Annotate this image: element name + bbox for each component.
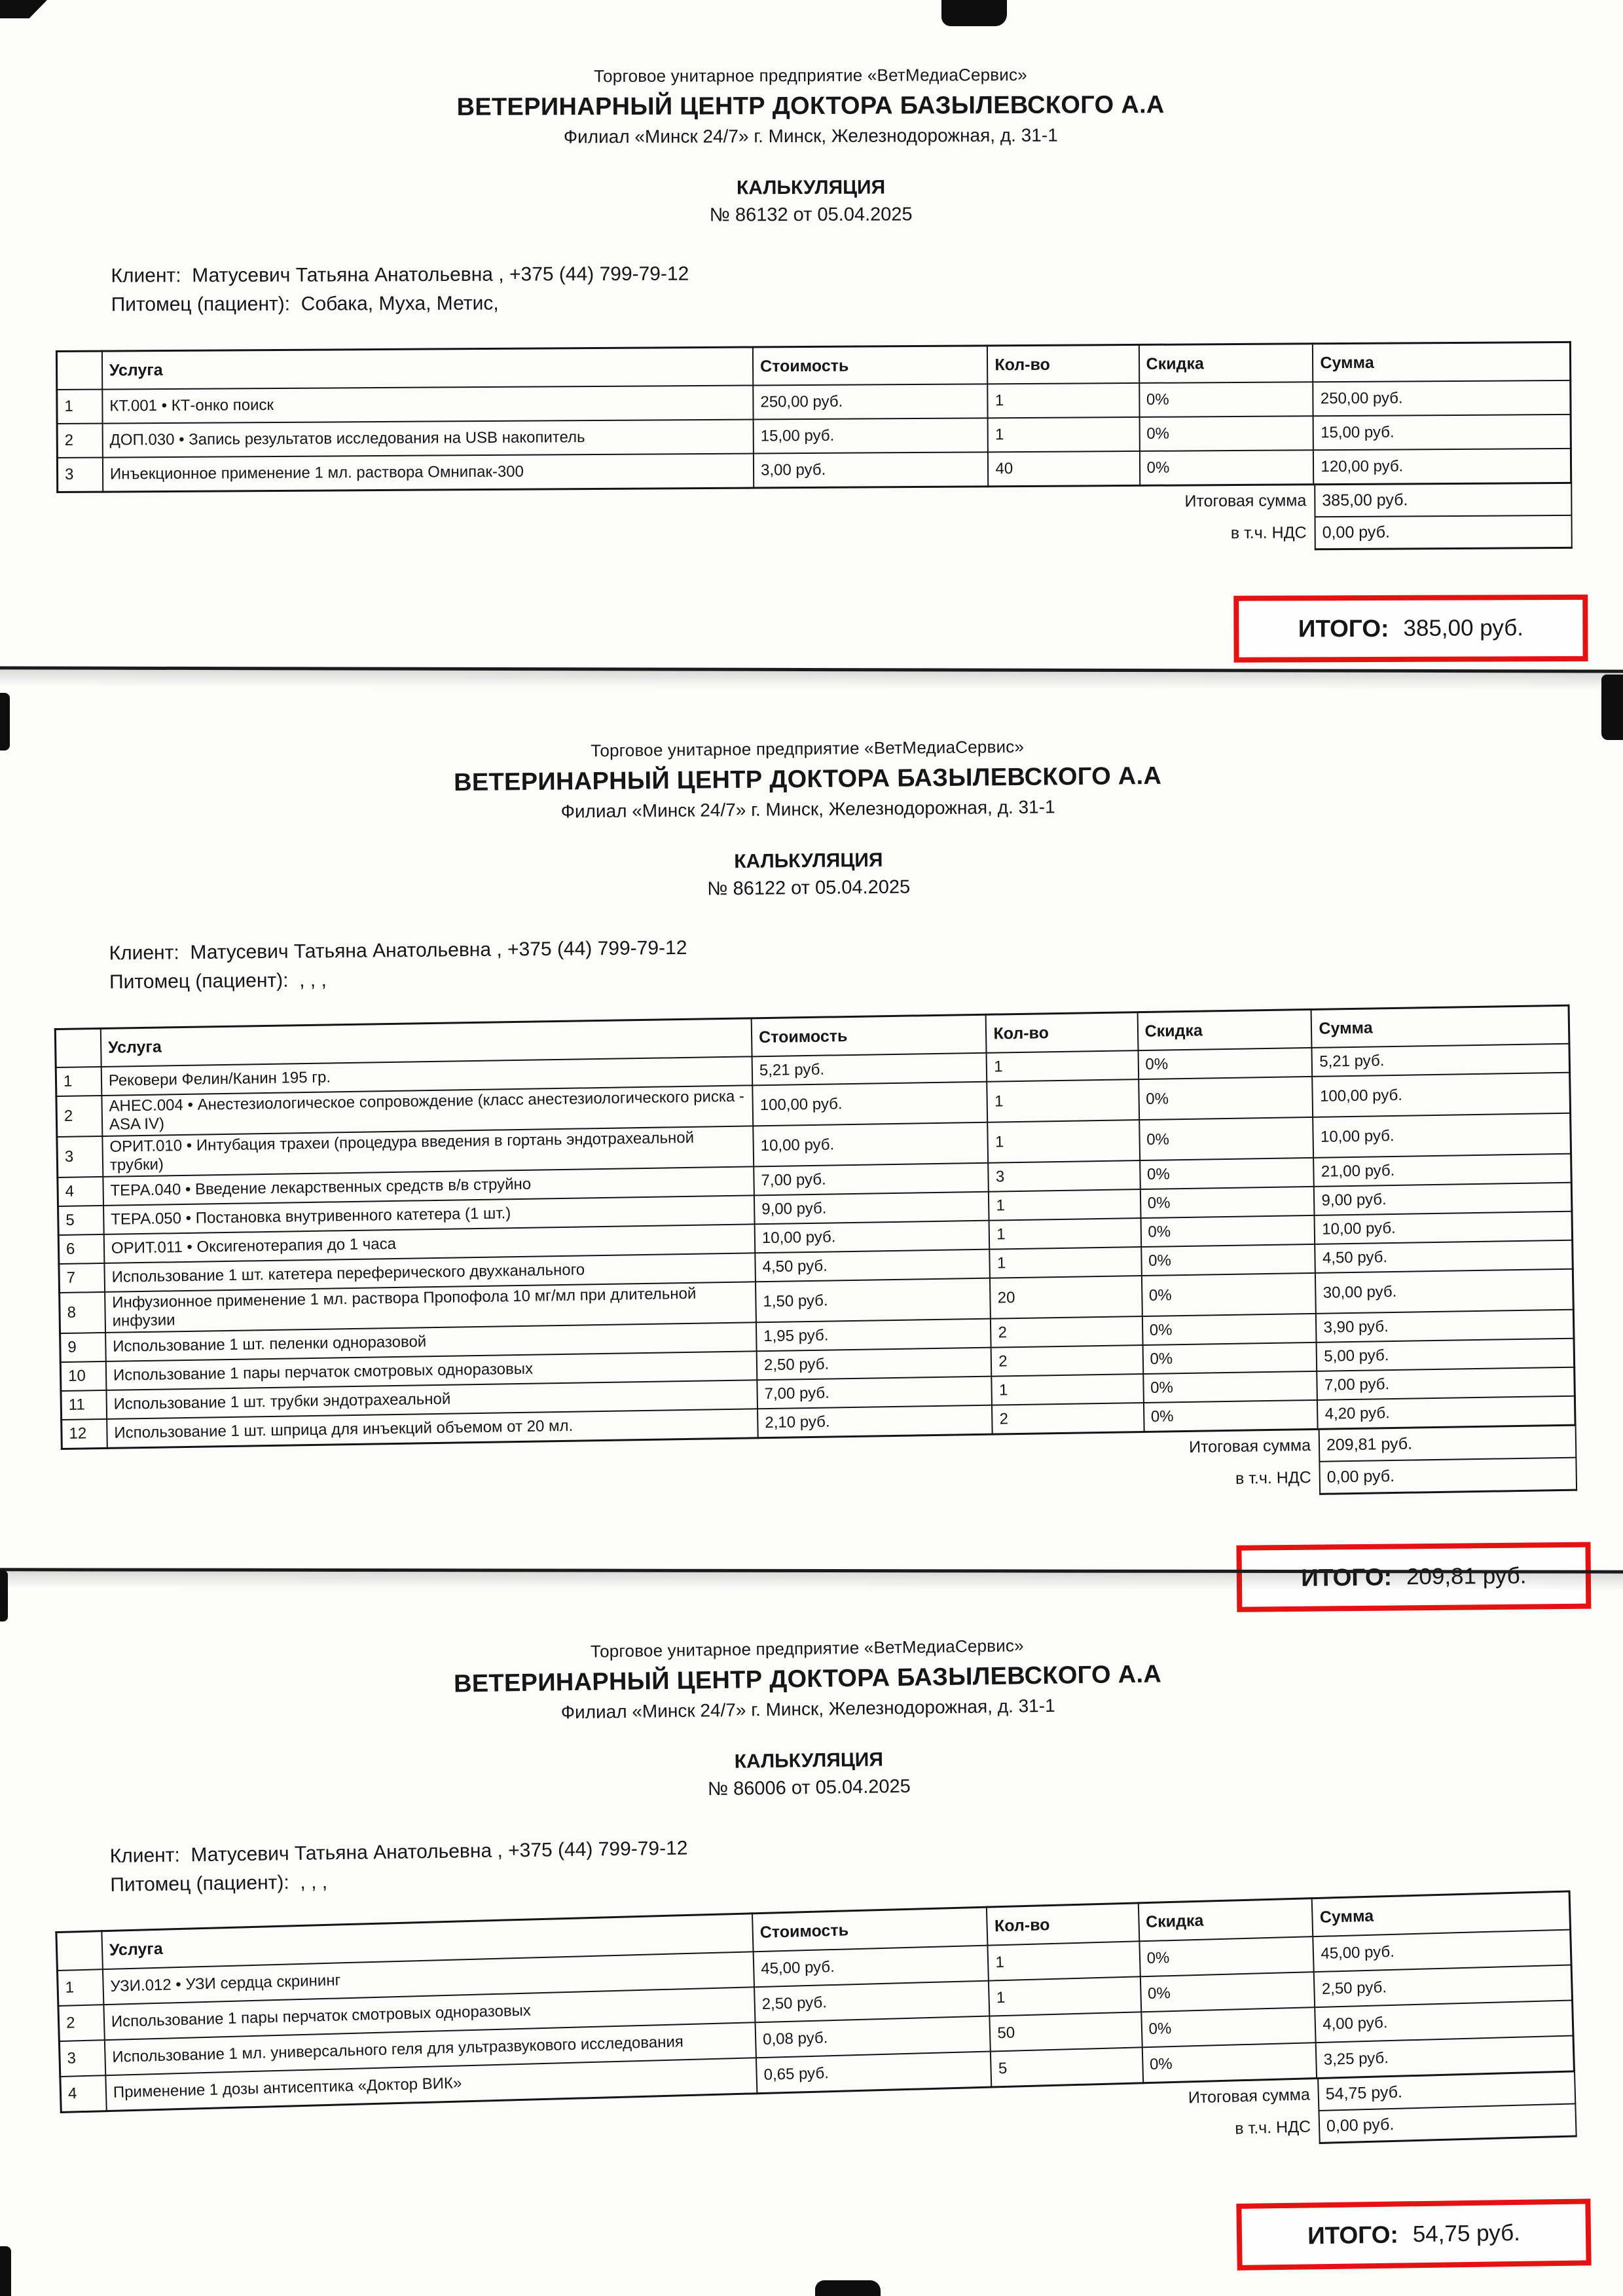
discount: 0% (1139, 416, 1313, 451)
total-box (1233, 595, 1588, 663)
col-header-qty: Кол-во (986, 1012, 1138, 1053)
discount: 0% (1139, 450, 1313, 485)
col-header-discount: Скидка (1139, 344, 1313, 383)
col-header-price: Стоимость (752, 1907, 988, 1952)
amount: 15,00 руб. (1313, 415, 1571, 450)
service-name: Инъекционное применение 1 мл. раствора Омнипак-300 (103, 454, 754, 492)
clinic-name: ВЕТЕРИНАРНЫЙ ЦЕНТР ДОКТОРА БАЗЫЛЕВСКОГО А.А (453, 762, 1162, 797)
doc-number: № 86006 от 05.04.2025 (707, 1775, 911, 1800)
quantity: 1 (992, 1374, 1144, 1405)
vat-label: в т.ч. НДС (1230, 523, 1307, 543)
discount: 0% (1140, 1972, 1315, 2012)
amount: 250,00 руб. (1313, 380, 1571, 416)
subtotal-label: Итоговая сумма (1188, 2085, 1311, 2107)
service-name: Применение 1 дозы антисептика «Доктор ВИК» (105, 2058, 757, 2111)
subtotal-value: 54,75 руб. (1317, 2072, 1576, 2111)
price: 45,00 руб. (754, 1946, 989, 1988)
invoice-section-86132 (0, 63, 1623, 667)
price: 2,50 руб. (754, 1981, 990, 2023)
quantity: 1 (990, 1247, 1142, 1278)
pet-label: Питомец (пациент): (109, 969, 289, 993)
quantity: 3 (989, 1160, 1140, 1192)
price: 3,00 руб. (754, 452, 989, 488)
col-header-num (56, 351, 102, 390)
amount: 2,50 руб. (1314, 1965, 1572, 2008)
service-name: УЗИ.012 • УЗИ сердца скрининг (103, 1952, 754, 2005)
client-value: Матусевич Татьяна Анатольевна , +375 (44) 799-79-12 (190, 936, 687, 964)
col-header-price: Стоимость (752, 1014, 987, 1056)
price: 10,00 руб. (755, 1221, 990, 1253)
discount: 0% (1142, 2043, 1317, 2083)
total-value: 54,75 руб. (1412, 2219, 1521, 2248)
quantity: 5 (991, 2047, 1143, 2087)
org-name: Торговое унитарное предприятие «ВетМедиаСервис» (590, 1635, 1024, 1661)
discount: 0% (1139, 1117, 1314, 1160)
row-number: 1 (57, 1969, 103, 2006)
row-number: 11 (61, 1390, 107, 1420)
pet-value: Собака, Муха, Метис, (301, 292, 499, 315)
quantity: 1 (988, 1120, 1140, 1163)
vat-value: 0,00 руб. (1319, 1458, 1577, 1495)
client-label: Клиент: (111, 265, 181, 287)
scan-artifact (941, 0, 1007, 26)
scan-artifact (0, 2246, 11, 2296)
col-header-discount: Скидка (1137, 1009, 1312, 1050)
amount: 7,00 руб. (1317, 1367, 1575, 1400)
doc-type-title: КАЛЬКУЛЯЦИЯ (734, 849, 883, 873)
service-name: Использование 1 шт. катетера переферического двухканального (104, 1253, 756, 1292)
price: 5,21 руб. (752, 1053, 987, 1086)
client-label: Клиент: (109, 942, 179, 965)
row-number: 3 (57, 1136, 103, 1177)
client-line (111, 260, 1622, 287)
price: 9,00 руб. (754, 1192, 989, 1225)
branch-address: Филиал «Минск 24/7» г. Минск, Железнодорожная, д. 31-1 (560, 1695, 1055, 1723)
subtotal-value: 385,00 руб. (1314, 484, 1572, 517)
quantity: 1 (988, 417, 1140, 452)
pet-label: Питомец (пациент): (111, 293, 291, 316)
row-number: 7 (59, 1263, 105, 1293)
price: 0,08 руб. (756, 2016, 991, 2058)
vat-value: 0,00 руб. (1318, 2104, 1577, 2144)
row-number: 3 (59, 2040, 105, 2077)
doc-type-title: КАЛЬКУЛЯЦИЯ (734, 1749, 884, 1773)
vat-label: в т.ч. НДС (1235, 1468, 1311, 1488)
quantity: 40 (988, 451, 1140, 487)
amount: 4,20 руб. (1317, 1396, 1575, 1430)
row-number: 4 (60, 2075, 107, 2112)
quantity: 50 (990, 2012, 1142, 2051)
scan-seam-line (0, 666, 1623, 673)
row-number: 3 (57, 458, 103, 492)
service-name: Использование 1 шт. шприца для инъекций объемом от 20 мл. (107, 1409, 758, 1448)
clinic-name: ВЕТЕРИНАРНЫЙ ЦЕНТР ДОКТОРА БАЗЫЛЕВСКОГО А.А (453, 1660, 1162, 1698)
scan-artifact (0, 1570, 8, 1621)
col-header-num (55, 1028, 101, 1067)
amount: 10,00 руб. (1313, 1113, 1571, 1158)
clinic-name: ВЕТЕРИНАРНЫЙ ЦЕНТР ДОКТОРА БАЗЫЛЕВСКОГО А.А (456, 91, 1165, 121)
amount: 5,00 руб. (1317, 1339, 1575, 1371)
discount: 0% (1142, 1314, 1317, 1345)
amount: 21,00 руб. (1314, 1154, 1572, 1187)
price: 100,00 руб. (752, 1082, 987, 1126)
service-name: ТЕРА.040 • Введение лекарственных средств в/в струйно (103, 1166, 754, 1206)
discount: 0% (1139, 382, 1313, 417)
client-value: Матусевич Татьяна Анатольевна , +375 (44) 799-79-12 (191, 1837, 688, 1866)
amount: 5,21 руб. (1312, 1044, 1570, 1077)
row-number: 10 (60, 1361, 106, 1391)
price: 1,50 руб. (756, 1278, 991, 1323)
discount: 0% (1141, 2007, 1316, 2047)
scan-artifact (0, 693, 10, 750)
price: 2,50 руб. (757, 1348, 992, 1380)
discount: 0% (1140, 1187, 1315, 1218)
amount: 3,25 руб. (1316, 2035, 1574, 2078)
row-number: 2 (58, 2005, 105, 2041)
invoice-section-86006 (0, 1627, 1623, 2288)
discount: 0% (1142, 1342, 1317, 1374)
quantity: 2 (991, 1345, 1143, 1377)
client-value: Матусевич Татьяна Анатольевна , +375 (44) 799-79-12 (192, 263, 689, 287)
service-name: ОРИТ.010 • Интубация трахеи (процедура введения в гортань эндотрахеальной трубки) (102, 1126, 754, 1177)
quantity: 1 (989, 1218, 1141, 1250)
invoice-section-86122 (0, 731, 1623, 1624)
price: 10,00 руб. (753, 1122, 988, 1167)
quantity: 1 (987, 1079, 1139, 1122)
quantity: 2 (991, 1316, 1142, 1348)
col-header-qty: Кол-во (987, 1903, 1139, 1946)
price: 7,00 руб. (754, 1163, 989, 1196)
services-table-zone (55, 1891, 1577, 2178)
amount: 120,00 руб. (1313, 449, 1571, 485)
col-header-sum: Сумма (1311, 1005, 1569, 1048)
scan-artifact (0, 0, 47, 18)
pet-value: , , , (300, 1871, 328, 1893)
amount: 4,50 руб. (1315, 1240, 1573, 1273)
quantity: 1 (988, 1941, 1140, 1980)
discount: 0% (1144, 1400, 1319, 1432)
amount: 100,00 руб. (1313, 1073, 1571, 1117)
service-name: Использование 1 пары перчаток смотровых одноразовых (106, 1351, 757, 1390)
service-name: АНЕС.004 • Анестезиологическое сопровождение (класс анестезиологического риска - ASA IV) (101, 1085, 753, 1136)
service-name: КТ.001 • КТ-онко поиск (102, 386, 753, 424)
price: 7,00 руб. (757, 1377, 992, 1409)
row-number: 1 (57, 390, 103, 424)
price: 250,00 руб. (753, 384, 988, 419)
col-header-discount: Скидка (1138, 1898, 1313, 1942)
services-table (54, 1005, 1577, 1450)
row-number: 12 (62, 1419, 107, 1449)
subtotal-label: Итоговая сумма (1184, 491, 1307, 511)
total-value: 385,00 руб. (1403, 615, 1524, 641)
service-name: ОРИТ.011 • Оксигенотерапия до 1 часа (104, 1224, 756, 1263)
discount: 0% (1140, 1158, 1315, 1189)
row-number: 2 (57, 424, 103, 458)
amount: 45,00 руб. (1313, 1930, 1571, 1972)
total-label: ИТОГО: (1307, 2221, 1399, 2250)
col-header-num (56, 1931, 103, 1971)
col-header-sum: Сумма (1312, 1891, 1571, 1936)
amount: 4,00 руб. (1315, 2000, 1573, 2043)
col-header-service: Услуга (102, 347, 753, 390)
total-label: ИТОГО: (1298, 614, 1389, 642)
discount: 0% (1141, 1273, 1316, 1316)
quantity: 1 (988, 383, 1140, 418)
row-number: 9 (60, 1333, 106, 1362)
pet-line (111, 289, 1623, 316)
price: 0,65 руб. (756, 2052, 992, 2094)
discount: 0% (1139, 1077, 1313, 1120)
amount: 10,00 руб. (1315, 1212, 1573, 1244)
amount: 30,00 руб. (1315, 1269, 1573, 1314)
price: 4,50 руб. (755, 1250, 990, 1282)
amount: 9,00 руб. (1314, 1183, 1572, 1215)
price: 2,10 руб. (757, 1405, 993, 1438)
discount: 0% (1141, 1244, 1316, 1276)
discount: 0% (1139, 1936, 1314, 1976)
col-header-service: Услуга (101, 1914, 753, 1969)
scan-artifact (815, 2280, 881, 2296)
pet-value: , , , (299, 969, 327, 991)
price: 1,95 руб. (756, 1319, 991, 1352)
total-box (1236, 2198, 1591, 2270)
quantity: 1 (989, 1189, 1140, 1221)
row-number: 2 (56, 1096, 102, 1137)
subtotal-label: Итоговая сумма (1188, 1436, 1311, 1456)
client-label: Клиент: (109, 1844, 181, 1867)
services-table-zone (54, 1005, 1577, 1515)
discount: 0% (1140, 1215, 1315, 1247)
row-number: 4 (58, 1177, 103, 1206)
service-name: Использование 1 пары перчаток смотровых одноразовых (103, 1987, 755, 2040)
service-name: Использование 1 шт. пеленки одноразовой (105, 1322, 757, 1361)
org-name: Торговое унитарное предприятие «ВетМедиаСервис» (594, 64, 1027, 86)
row-number: 5 (58, 1206, 104, 1235)
service-name: ТЕРА.050 • Постановка внутривенного катетера (1 шт.) (103, 1195, 755, 1234)
row-number: 8 (60, 1292, 105, 1333)
col-header-qty: Кол-во (987, 344, 1139, 384)
doc-number: № 86132 от 05.04.2025 (709, 204, 913, 226)
vat-label: в т.ч. НДС (1234, 2117, 1311, 2138)
doc-number: № 86122 от 05.04.2025 (707, 876, 911, 900)
quantity: 20 (990, 1276, 1142, 1319)
service-name: Рековери Фелин/Канин 195 гр. (101, 1056, 753, 1096)
col-header-sum: Сумма (1313, 342, 1570, 382)
row-number: 6 (58, 1234, 104, 1264)
scan-artifact (1601, 675, 1623, 740)
services-table-zone (56, 341, 1573, 558)
service-name: Инфузионное применение 1 мл. раствора Пропофола 10 мг/мл при длительной инфузии (105, 1282, 756, 1333)
subtotal-value: 209,81 руб. (1319, 1426, 1577, 1462)
pet-label: Питомец (пациент): (110, 1872, 289, 1896)
services-table (56, 341, 1572, 493)
price: 15,00 руб. (754, 418, 989, 453)
branch-address: Филиал «Минск 24/7» г. Минск, Железнодорожная, д. 31-1 (563, 124, 1058, 147)
doc-type-title: КАЛЬКУЛЯЦИЯ (736, 176, 886, 199)
vat-value: 0,00 руб. (1315, 516, 1573, 550)
col-header-price: Стоимость (753, 346, 988, 386)
col-header-service: Услуга (101, 1018, 752, 1067)
discount: 0% (1143, 1371, 1318, 1403)
branch-address: Филиал «Минск 24/7» г. Минск, Железнодорожная, д. 31-1 (560, 796, 1055, 822)
service-name: Использование 1 шт. трубки эндотрахеальной (106, 1380, 757, 1419)
row-number: 1 (56, 1067, 101, 1096)
amount: 3,90 руб. (1316, 1310, 1574, 1342)
quantity: 2 (992, 1403, 1144, 1434)
org-name: Торговое унитарное предприятие «ВетМедиаСервис» (591, 736, 1025, 761)
discount: 0% (1138, 1048, 1313, 1079)
service-name: Использование 1 мл. универсального геля для ультразвукового исследования (105, 2022, 756, 2075)
quantity: 1 (987, 1050, 1139, 1082)
quantity: 1 (989, 1976, 1141, 2016)
service-name: ДОП.030 • Запись результатов исследования на USB накопитель (102, 420, 753, 458)
